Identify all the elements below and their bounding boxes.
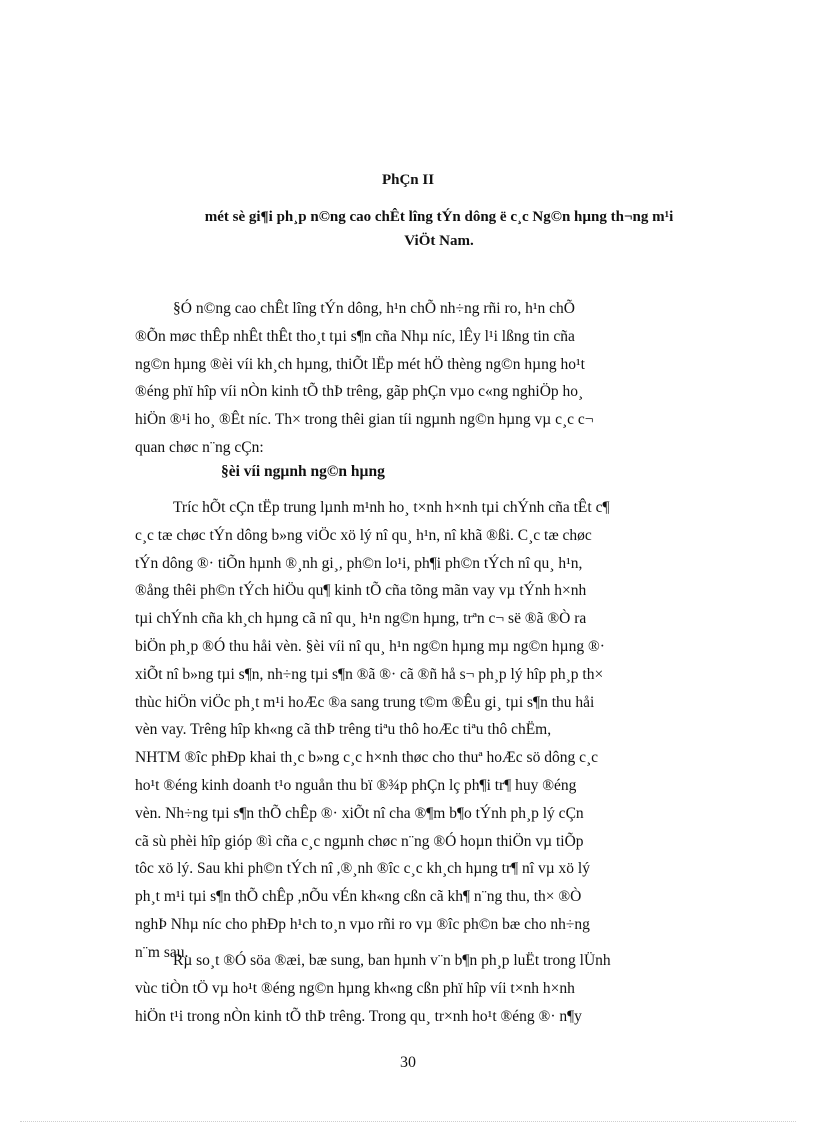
footer-divider: [20, 1121, 796, 1122]
paragraph-line: biÖn ph¸p ®Ó thu håi vèn. §èi víi nî qu¸ h¹n ng©n hµng mµ ng©n hµng ®·: [135, 637, 605, 655]
paragraph-line: ®ång thêi ph©n tÝch hiÖu qu¶ kinh tÕ cña tõng mãn vay vµ tÝnh h×nh: [135, 582, 587, 600]
paragraph-line: §Ó n©ng cao chÊt lîng tÝn dông, h¹n chÕ nh÷ng rñi ro, h¹n chÕ: [173, 300, 575, 317]
paragraph-line: vùc tiÒn tÖ vµ ho¹t ®éng ng©n hµng kh«ng cßn phï hîp víi t×nh h×nh: [135, 979, 575, 997]
paragraph-line: ®Õn møc thÊp nhÊt thÊt tho¸t tµi s¶n cña Nhµ níc, lÊy l¹i lßng tin cña: [135, 327, 575, 345]
paragraph-line: Rµ so¸t ®Ó söa ®æi, bæ sung, ban hµnh v¨n b¶n ph¸p luËt trong lÜnh: [173, 952, 611, 969]
paragraph-line: vèn. Nh÷ng tµi s¶n thÕ chÊp ®· xiÕt nî cha ®¶m b¶o tÝnh ph¸p lý cÇn: [135, 804, 584, 822]
paragraph-line: hiÖn t¹i trong nÒn kinh tÕ thÞ trêng. Trong qu¸ tr×nh ho¹t ®éng ®· n¶y: [135, 1007, 582, 1025]
paragraph-line: Tríc hÕt cÇn tËp trung lµnh m¹nh ho¸ t×nh h×nh tµi chÝnh cña tÊt c¶: [173, 499, 610, 516]
paragraph-line: nghÞ Nhµ níc cho phÐp h¹ch to¸n vµo rñi ro vµ ®îc ph©n bæ cho nh÷ng: [135, 915, 590, 933]
title-line-2: ViÖt Nam.: [404, 233, 474, 249]
paragraph-line: NHTM ®îc phÐp khai th¸c b»ng c¸c h×nh thøc cho thuª hoÆc sö dông c¸c: [135, 749, 599, 767]
paragraph-line: tÝn dông ®· tiÕn hµnh ®¸nh gi¸, ph©n lo¹i, ph¶i ph©n tÝch nî qu¸ h¹n,: [135, 554, 583, 572]
paragraph-line: thùc hiÖn viÖc ph¸t m¹i hoÆc ®a sang trung t©m ®Êu gi¸ tµi s¶n thu håi: [135, 693, 595, 711]
title-line-1: mét sè gi¶i ph¸p n©ng cao chÊt lîng tÝn dông ë c¸c Ng©n hµng th¬ng m¹i: [204, 209, 674, 225]
paragraph-review: [135, 947, 719, 1030]
paragraph-line: quan chøc n¨ng cÇn:: [135, 438, 264, 456]
paragraph-line: c¸c tæ chøc tÝn dông b»ng viÖc xö lý nî qu¸ h¹n, nî khã ®ßi. C¸c tæ chøc: [135, 526, 592, 544]
paragraph-line: ph¸t m¹i tµi s¶n thÕ chÊp ,nÕu vÉn kh«ng cßn cã kh¶ n¨ng thu, th× ®Ò: [135, 888, 582, 906]
paragraph-line: cã sù phèi hîp gióp ®ì cña c¸c ngµnh chøc n¨ng ®Ó hoµn thiÖn vµ tiÕp: [135, 832, 584, 850]
paragraph-banking: [135, 494, 719, 967]
page-number: 30: [400, 1054, 416, 1071]
paragraph-line: n¨m sau.: [135, 943, 189, 961]
paragraph-line: ho¹t ®éng kinh doanh t¹o nguån thu bï ®¾p phÇn lç ph¶i tr¶ huy ®éng: [135, 776, 577, 794]
section-heading: §èi víi ngµnh ng©n hµng: [221, 463, 385, 480]
paragraph-line: tôc xö lý. Sau khi ph©n tÝch nî ,®¸nh ®îc c¸c kh¸ch hµng tr¶ nî vµ xö lý: [135, 860, 590, 878]
paragraph-line: hiÖn ®¹i ho¸ ®Êt níc. Th× trong thêi gian tíi ngµnh ng©n hµng vµ c¸c c¬: [135, 411, 594, 429]
paragraph-line: xiÕt nî b»ng tµi s¶n, nh÷ng tµi s¶n ®ã ®· cã ®ñ hå s¬ ph¸p lý hîp ph¸p th×: [135, 665, 604, 683]
paragraph-line: vèn vay. Trêng hîp kh«ng cã thÞ trêng tiªu thô hoÆc tiªu thô chËm,: [135, 721, 552, 739]
paragraph-line: ®éng phï hîp víi nÒn kinh tÕ thÞ trêng, gãp phÇn vµo c«ng nghiÖp ho¸: [135, 383, 584, 401]
document-title: [150, 205, 728, 253]
paragraph-line: tµi chÝnh cña kh¸ch hµng cã nî qu¸ h¹n ng©n hµng, trªn c¬ së ®ã ®Ò ra: [135, 610, 587, 628]
paragraph-line: ng©n hµng ®èi víi kh¸ch hµng, thiÕt lËp mét hÖ thèng ng©n hµng ho¹t: [135, 355, 585, 373]
part-label: PhÇn II: [381, 172, 435, 188]
paragraph-intro: [135, 295, 719, 462]
